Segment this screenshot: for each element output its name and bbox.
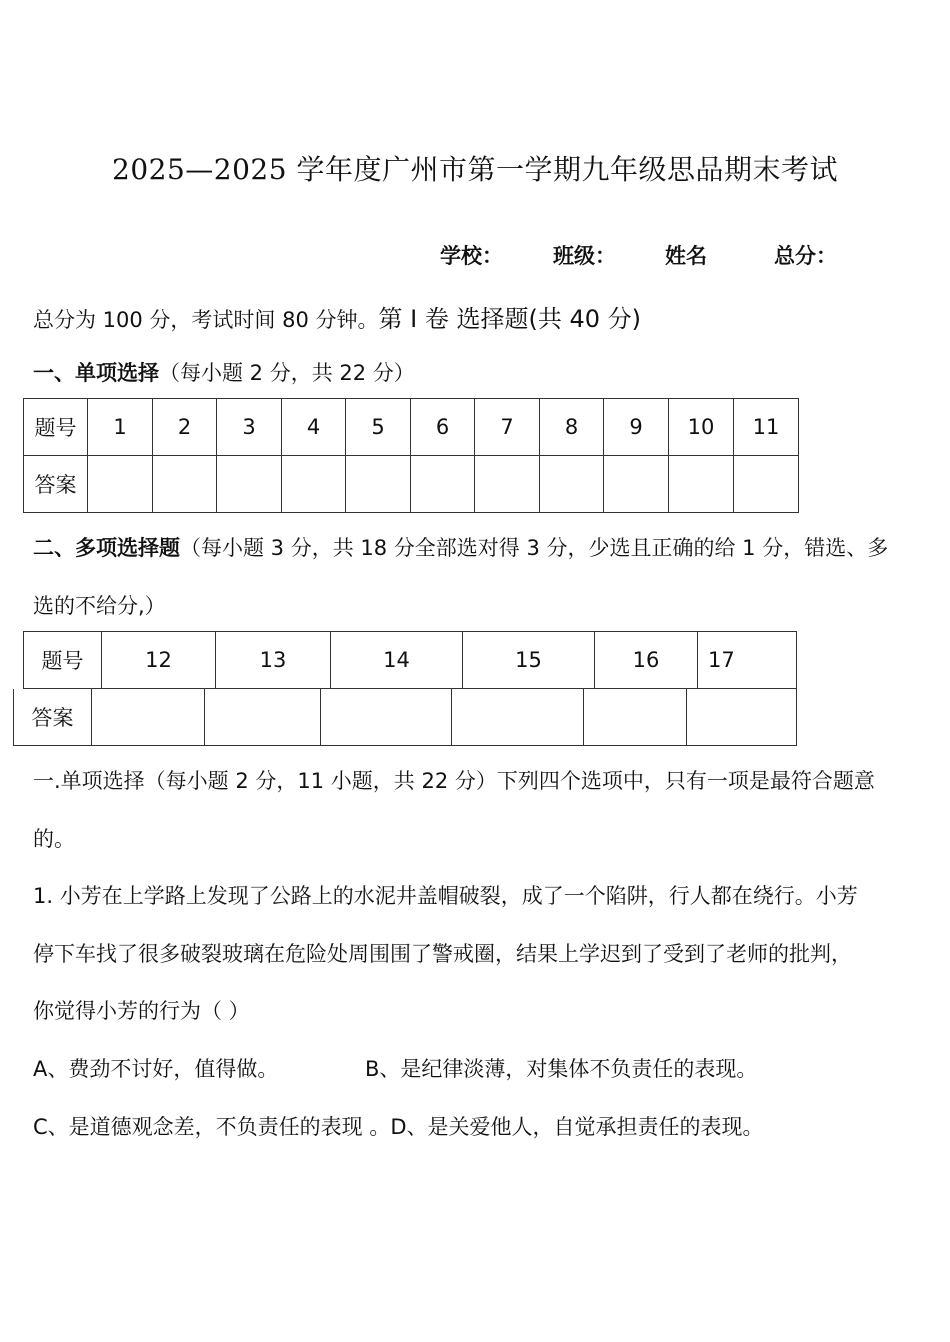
question-1-prompt: 你觉得小芳的行为（ ） [33, 999, 250, 1023]
answer-cell[interactable] [604, 456, 669, 513]
volume-heading: 第 I 卷 选择题(共 40 分) [378, 305, 642, 333]
question-1-option-b: B、是纪律淡薄，对集体不负责任的表现。 [365, 1057, 758, 1081]
section2-heading: 二、多项选择题 [33, 536, 180, 560]
question-number-cell: 6 [411, 399, 475, 456]
question-1-option-c: C、是道德观念差，不负责任的表现 。 [33, 1115, 391, 1139]
section2-note-continued: 选的不给分,） [33, 594, 166, 618]
answer-cell[interactable] [92, 689, 205, 746]
question-number-cell: 14 [331, 632, 463, 689]
school-label: 学校： [440, 244, 503, 268]
exam-intro [33, 299, 641, 334]
answer-table-multi-choice-header [23, 631, 797, 689]
question-number-cell: 5 [346, 399, 411, 456]
question-number-cell: 16 [595, 632, 698, 689]
answer-cell[interactable] [584, 689, 687, 746]
answer-cell[interactable] [734, 456, 799, 513]
question-number-cell: 1 [88, 399, 153, 456]
question-number-cell: 9 [604, 399, 669, 456]
question-1-text-continued: 停下车找了很多破裂玻璃在危险处周围围了警戒圈，结果上学迟到了受到了老师的批判， [33, 942, 852, 966]
section1-heading: 一、单项选择 [33, 361, 159, 385]
question-1-options-cd [33, 1111, 764, 1141]
answer-cell[interactable] [88, 456, 153, 513]
question-1-option-d: D、是关爱他人，自觉承担责任的表现。 [390, 1115, 764, 1139]
table-row [24, 399, 799, 456]
answer-table-multi-choice-answers [13, 689, 797, 746]
question-number-cell: 10 [669, 399, 734, 456]
table-row [24, 456, 799, 513]
row-label-question-number: 题号 [24, 399, 88, 456]
question-number-cell: 17 [698, 632, 797, 689]
question-number-cell: 7 [475, 399, 540, 456]
answer-cell[interactable] [282, 456, 346, 513]
question-number-cell: 13 [216, 632, 331, 689]
section1-note: （每小题 2 分，共 22 分） [159, 361, 415, 385]
table-row [24, 632, 797, 689]
table-row [14, 689, 797, 746]
row-label-answer: 答案 [24, 456, 88, 513]
section1-heading-line [33, 357, 415, 387]
question-number-cell: 3 [217, 399, 282, 456]
answer-cell[interactable] [205, 689, 321, 746]
answer-cell[interactable] [321, 689, 452, 746]
class-label: 班级： [553, 244, 616, 268]
answer-cell[interactable] [687, 689, 797, 746]
question-number-cell: 15 [463, 632, 595, 689]
part1-instruction: 一.单项选择（每小题 2 分，11 小题，共 22 分）下列四个选项中，只有一项是最符合题意 [33, 769, 875, 793]
question-1-option-a: A、费劲不讨好，值得做。 [33, 1057, 279, 1081]
section2-note: （每小题 3 分，共 18 分全部选对得 3 分，少选且正确的给 1 分，错选、多 [180, 536, 889, 560]
total-score-label: 总分： [774, 244, 837, 268]
question-1-text: 1. 小芳在上学路上发现了公路上的水泥井盖帽破裂，成了一个陷阱，行人都在绕行。小芳 [33, 884, 858, 908]
question-number-cell: 11 [734, 399, 799, 456]
answer-cell[interactable] [217, 456, 282, 513]
answer-cell[interactable] [475, 456, 540, 513]
part1-instruction-continued: 的。 [33, 827, 75, 851]
row-label-answer: 答案 [14, 689, 92, 746]
answer-cell[interactable] [669, 456, 734, 513]
answer-table-single-choice [23, 398, 799, 513]
question-number-cell: 8 [540, 399, 604, 456]
question-number-cell: 4 [282, 399, 346, 456]
row-label-question-number: 题号 [24, 632, 102, 689]
answer-cell[interactable] [346, 456, 411, 513]
answer-cell[interactable] [153, 456, 217, 513]
name-label: 姓名 [665, 244, 707, 268]
answer-cell[interactable] [540, 456, 604, 513]
answer-cell[interactable] [411, 456, 475, 513]
section2-heading-line [33, 532, 888, 562]
question-number-cell: 12 [102, 632, 216, 689]
intro-text: 总分为 100 分，考试时间 80 分钟。 [33, 308, 379, 332]
question-number-cell: 2 [153, 399, 217, 456]
answer-cell[interactable] [452, 689, 584, 746]
exam-title: 2025—2025 学年度广州市第一学期九年级思品期末考试 [112, 153, 838, 186]
